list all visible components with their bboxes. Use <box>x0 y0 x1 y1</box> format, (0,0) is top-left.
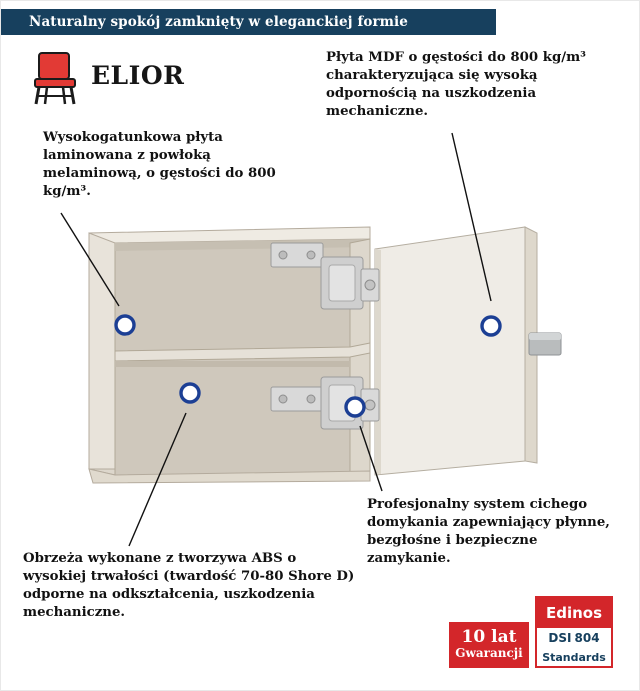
guarantee-badge <box>449 622 529 668</box>
callout-mdf: Płyta MDF o gęstości do 800 kg/m³ charakteryzująca się wysoką odpornością na uszkodzenia mechaniczne. <box>326 50 587 119</box>
edinos-standard-code: DSI <box>548 631 572 645</box>
brand-logo <box>29 49 209 107</box>
guarantee-label: Gwarancji <box>455 645 523 660</box>
callout-abs: Obrzeża wykonane z tworzywa ABS o wysokiej trwałości (twardość 70-80 Shore D) odporne na odkształcenia, uszkodzenia mechaniczne. <box>23 551 355 620</box>
edinos-standard-number: 804 <box>574 631 600 645</box>
page-title: Naturalny spokój zamknięty w eleganckiej formie <box>29 14 408 30</box>
header-bar <box>1 9 496 35</box>
callout-hinges: Profesjonalny system cichego domykania zapewniający płynne, bezgłośne i bezpieczne zamykanie. <box>367 497 610 566</box>
wall-cabinet-illustration <box>85 225 565 485</box>
guarantee-years: 10 lat <box>461 626 517 647</box>
callout-laminate: Wysokogatunkowa płyta laminowana z powłoką melaminową, o gęstości do 800 kg/m³. <box>43 130 276 199</box>
brand-name: ELIOR <box>91 61 185 90</box>
edinos-name: Edinos <box>537 598 611 628</box>
handle <box>529 333 561 355</box>
red-chair-icon <box>29 49 85 107</box>
edinos-badge <box>535 596 613 668</box>
door <box>375 227 561 475</box>
edinos-standard-label: Standards <box>542 650 606 664</box>
edinos-standard-line <box>537 628 611 648</box>
